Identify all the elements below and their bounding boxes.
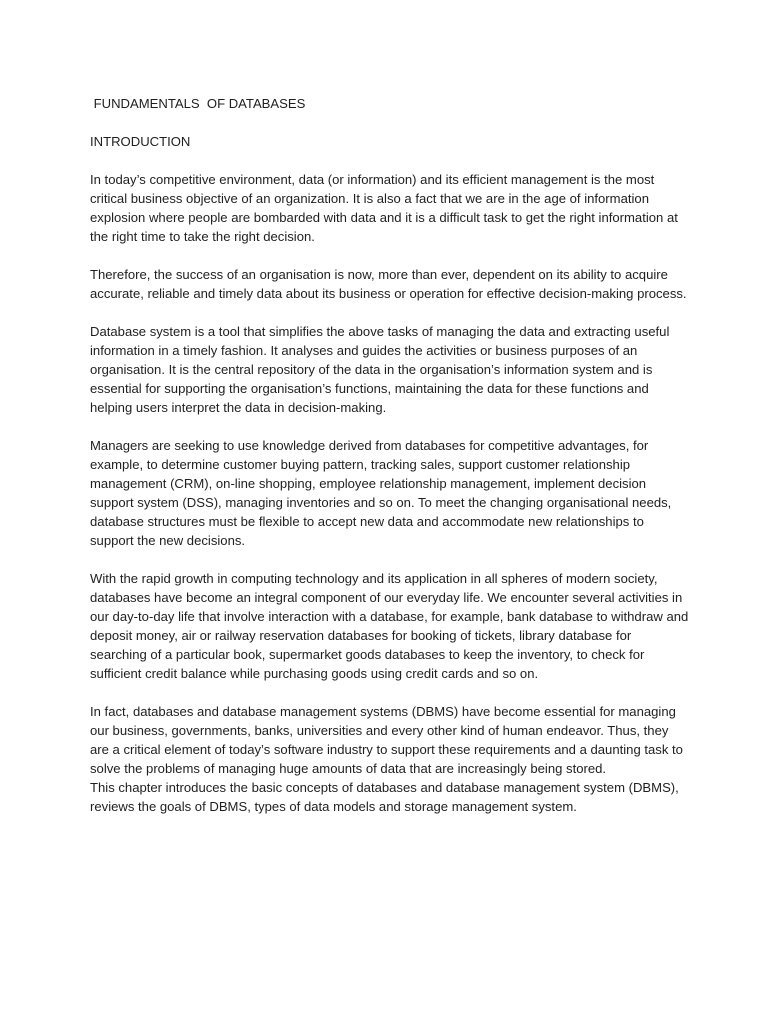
document-title: FUNDAMENTALS OF DATABASES: [90, 96, 306, 111]
section-heading: INTRODUCTION: [90, 134, 191, 149]
paragraph: Database system is a tool that simplifies the above tasks of managing the data and extracting useful information in a timely fashion. It analyses and guides the activities or business purposes of an organisation. It is the central repository of the data in the organisation’s information system and is essential for supporting the organisation’s functions, maintaining the data for these functions and helping users interpret the data in decision-making.: [90, 324, 670, 415]
document-page: [90, 94, 690, 816]
paragraph: This chapter introduces the basic concepts of databases and database management system (DBMS), reviews the goals of DBMS, types of data models and storage management system.: [90, 780, 679, 814]
paragraph: Managers are seeking to use knowledge derived from databases for competitive advantages, for example, to determine customer buying pattern, tracking sales, support customer relationship management (CRM), on-line shopping, employee relationship management, implement decision support system (DSS), managing inventories and so on. To meet the changing organisational needs, database structures must be flexible to accept new data and accommodate new relationships to support the new decisions.: [90, 438, 672, 548]
paragraph: In today’s competitive environment, data (or information) and its efficient management is the most critical business objective of an organization. It is also a fact that we are in the age of information explosion where people are bombarded with data and it is a difficult task to get the right information at the right time to take the right decision.: [90, 172, 678, 244]
paragraph: In fact, databases and database management systems (DBMS) have become essential for managing our business, governments, banks, universities and every other kind of human endeavor. Thus, they are a critical element of today’s software industry to support these requirements and a daunting task to solve the problems of managing huge amounts of data that are increasingly being stored.: [90, 704, 683, 776]
paragraph: With the rapid growth in computing technology and its application in all spheres of modern society, databases have become an integral component of our everyday life. We encounter several activities in our day-to-day life that involve interaction with a database, for example, bank database to withdraw and deposit money, air or railway reservation databases for booking of tickets, library database for searching of a particular book, supermarket goods databases to keep the inventory, to check for sufficient credit balance while purchasing goods using credit cards and so on.: [90, 571, 689, 681]
paragraph: Therefore, the success of an organisation is now, more than ever, dependent on its ability to acquire accurate, reliable and timely data about its business or operation for effective decision-making process.: [90, 267, 687, 301]
